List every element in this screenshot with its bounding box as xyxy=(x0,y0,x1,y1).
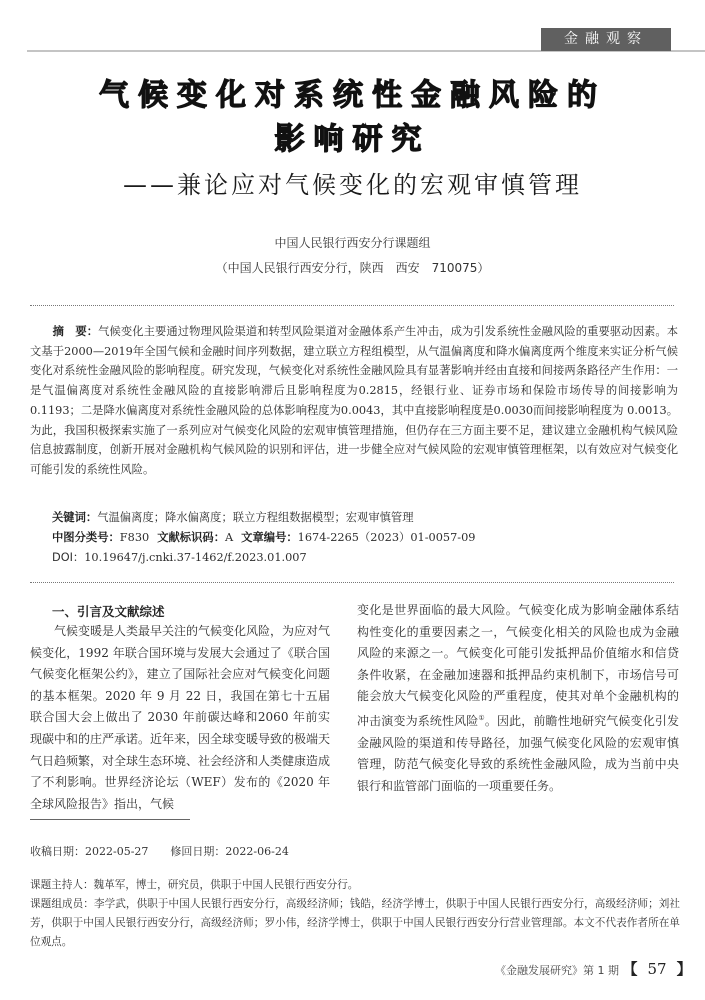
received-date: 收稿日期：2022-05-27 xyxy=(30,845,149,858)
footnote-members: 课题组成员：李学武，供职于中国人民银行西安分行，高级经济师；钱皓，经济学博士，供职于中国人民银行西安分行，高级经济师；刘社芳，供职于中国人民银行西安分行，高级经济师；罗小伟，经济学博士，供职于中国人民银行西安分行营业管理部。本文不代表作者所在单位观点。 xyxy=(30,898,680,948)
abstract-label: 摘 要： xyxy=(52,325,99,338)
revised-date: 修回日期：2022-06-24 xyxy=(170,845,289,858)
body-left-column: 气候变暖是人类最早关注的气候变化风险，为应对气候变化，1992 年联合国环境与发展大会通过了《联合国气候变化框架公约》，建立了国际社会应对气候变化问题的基本框架。2020 年 9 月 22 日，我国在第七十五届联合国大会上做出了 2030 年前碳达峰和2060 年前实现碳中和的庄严承诺。近年来，因全球变暖导致的极端天气日趋频繁，对全球生态环境、社会经济和人类健康造成了不利影响。世界经济论坛（WEF）发布的《2020 年全球风险报告》指出，气候 xyxy=(30,624,331,811)
page-footer xyxy=(495,958,692,979)
keywords-label: 关键词： xyxy=(52,511,98,524)
doi-label: DOI： xyxy=(52,551,85,564)
footnote-host: 课题主持人：魏革军，博士，研究员，供职于中国人民银行西安分行。 xyxy=(30,879,359,891)
divider-top xyxy=(30,305,674,306)
title-line-1: 气候变化对系统性金融风险的 xyxy=(99,78,606,113)
author-group: 中国人民银行西安分行课题组 xyxy=(274,236,431,250)
author-affiliation: （中国人民银行西安分行，陕西 西安 710075） xyxy=(215,261,490,275)
clc-value: F830 xyxy=(119,531,150,544)
footnotes xyxy=(30,876,680,952)
journal-issue: 《金融发展研究》第 1 期 xyxy=(495,964,619,977)
doi-value[interactable]: 10.19647/j.cnki.37-1462/f.2023.01.007 xyxy=(84,551,307,564)
abstract xyxy=(30,322,678,480)
abstract-text: 气候变化主要通过物理风险渠道和转型风险渠道对金融体系产生冲击，成为引发系统性金融风险的重要驱动因素。本文基于2000—2019年全国气候和金融时间序列数据，建立联立方程组模型，从气温偏离度和降水偏离度两个维度来实证分析气候变化对系统性金融风险的影响程度。研究发现，气候变化对系统性金融风险具有显著影响并经由直接和间接两条路径产生作用：一是气温偏离度对系统性金融风险的直接影响滞后且影响程度为0.2815，经银行业、证券市场和保险市场传导的间接影响为0.1193；二是降水偏离度对系统性金融风险的总体影响程度为0.0043，其中直接影响程度是0.0030而间接影响程度为 0.0013。为此，我国积极探索实施了一系列应对气候变化风险的宏观审慎管理措施，但仍存在三方面主要不足，建议建立金融机构气候风险信息披露制度，创新开展对金融机构气候风险的识别和评估，进一步健全应对气候风险的宏观审慎管理框架，以有效应对气候变化可能引发的系统性风险。 xyxy=(30,325,678,476)
footnote-mark[interactable]: ① xyxy=(478,713,485,722)
classification xyxy=(52,529,692,545)
keywords xyxy=(52,509,692,525)
keywords-text: 气温偏离度；降水偏离度；联立方程组数据模型；宏观审慎管理 xyxy=(97,511,414,524)
divider-body xyxy=(30,582,674,583)
page-number: 57 xyxy=(647,960,667,978)
body-right-text-b: 。因此，前瞻性地研究气候变化引发金融风险的渠道和传导路径，加强气候变化风险的宏观审慎管理，防范气候变化导致的系统性金融风险，成为当前中央银行和监管部门面临的一项重要任务。 xyxy=(357,713,679,793)
section-heading: 一、引言及文献综述 xyxy=(52,604,165,619)
bracket-open: 【 xyxy=(622,960,638,978)
section-tag: 金融观察 xyxy=(541,28,671,51)
title-line-2: 影响研究 xyxy=(274,122,431,157)
body-right-text-a: 变化是世界面临的最大风险。气候变化成为影响金融体系结构性变化的重要因素之一，气候变化相关的风险也成为金融风险的来源之一。气候变化可能引发抵押品价值缩水和信贷条件收紧，在金融加速器和抵押品约束机制下，市场信号可能会放大气候变化风险的严重程度，使其对单个金融机构的冲击演变为系统性风险 xyxy=(357,603,679,728)
article-no-value: 1674-2265（2023）01-0057-09 xyxy=(297,531,476,544)
body-right-column xyxy=(357,600,679,797)
doc-code-value: A xyxy=(225,531,234,544)
bracket-close: 】 xyxy=(676,960,692,978)
article-no-label: 文章编号： xyxy=(241,531,298,544)
footnote-rule xyxy=(30,819,190,820)
dates xyxy=(30,843,289,859)
doi xyxy=(52,549,692,565)
clc-label: 中图分类号： xyxy=(52,531,120,544)
subtitle: ——兼论应对气候变化的宏观审慎管理 xyxy=(123,171,582,199)
doc-code-label: 文献标识码： xyxy=(157,531,225,544)
